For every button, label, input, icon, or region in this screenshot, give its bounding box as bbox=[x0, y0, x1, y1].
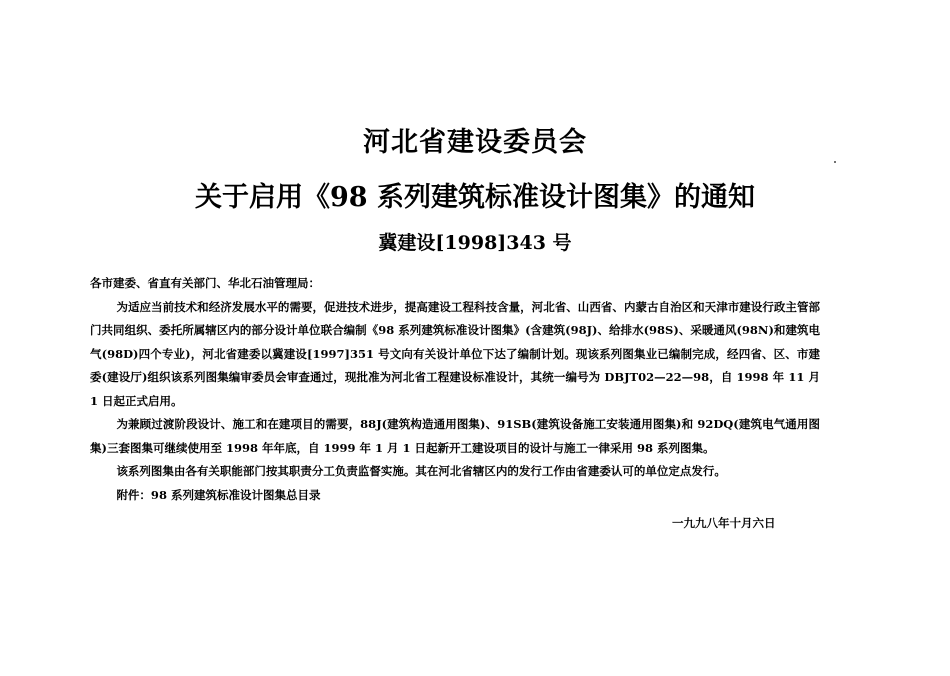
paragraph-transition: 为兼顾过渡阶段设计、施工和在建项目的需要，88J(建筑构造通用图集)、91SB(建筑设备施工安装通用图集)和 92DQ(建筑电气通用图集)三套图集可继续使用至 1998 年年底，自 1999 年 1 月 1 日起新开工建设项目的设计与施工一律采用 98 系列图集。 bbox=[90, 417, 820, 455]
scan-speck bbox=[834, 161, 836, 163]
paragraph-attachment: 附件：98 系列建筑标准设计图集总目录 bbox=[116, 487, 321, 502]
salutation: 各市建委、省直有关部门、华北石油管理局： bbox=[90, 276, 320, 290]
document-number: 冀建设[1998]343 号 bbox=[378, 232, 572, 254]
notice-title: 关于启用《98 系列建筑标准设计图集》的通知 bbox=[195, 182, 755, 213]
paragraph-supervision: 该系列图集由各有关职能部门按其职责分工负责监督实施。其在河北省辖区内的发行工作由省建委认可的单位定点发行。 bbox=[116, 464, 726, 478]
issuer-title: 河北省建设委员会 bbox=[363, 127, 587, 158]
issue-date: 一九九八年十月六日 bbox=[672, 516, 776, 530]
notice-body bbox=[90, 272, 820, 507]
paragraph-standard-approval: 为适应当前技术和经济发展水平的需要，促进技术进步，提高建设工程科技含量，河北省、山西省、内蒙古自治区和天津市建设行政主管部门共同组织、委托所属辖区内的部分设计单位联合编制《98 系列建筑标准设计图集》(含建筑(98J)、给排水(98S)、采暖通风(98N)和建筑电气(98D)四个专业)，河北省建委以冀建设[1997]351 号文向有关设计单位下达了编制计划。现该系列图集业已编制完成，经四省、区、市建委(建设厅)组织该系列图集编审委员会审查通过，现批准为河北省工程建设标准设计，其统一编号为 DBJT02—22—98，自 1998 年 11 月 1 日起正式启用。 bbox=[90, 299, 820, 408]
